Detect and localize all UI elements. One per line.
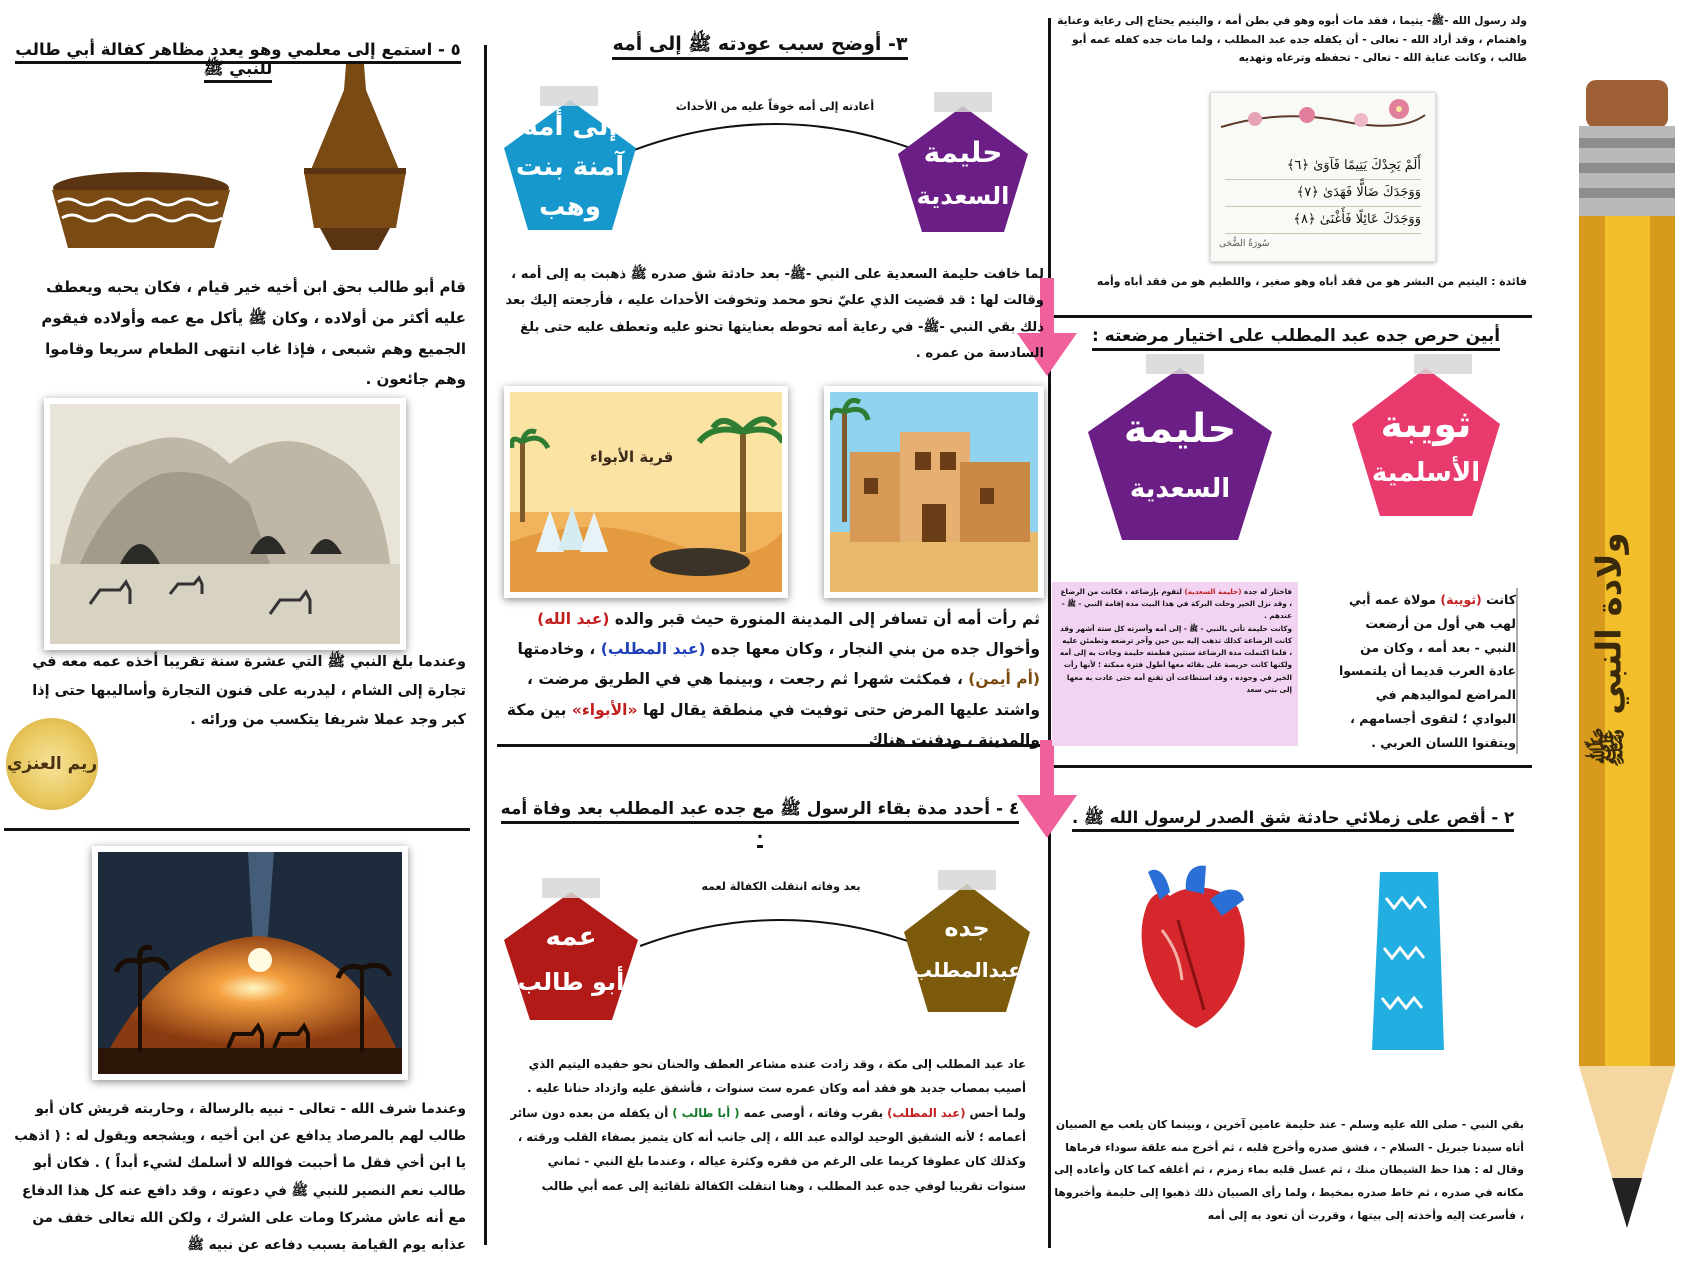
tape <box>1414 354 1472 374</box>
cave-hira-picture <box>92 846 408 1080</box>
q3-title: ٣- أوضح سبب عودته ﷺ إلى أمه <box>540 32 980 60</box>
verse-list <box>1225 153 1421 234</box>
q4-title: ٤ - أحدد مدة بقاء الرسول ﷺ مع جده عبد المطلب بعد وفاة أمه . <box>500 798 1020 843</box>
q1-title: أبين حرص جده عبد المطلب على اختيار مرضعته : <box>1066 326 1526 346</box>
arc-label: أعادته إلى أمه خوفاً عليه من الأحداث <box>675 100 875 113</box>
divider-row2-right <box>1052 765 1532 768</box>
divider-right-column <box>1048 18 1051 1248</box>
arc-label-2: بعد وفاته انتقلت الكفالة لعمه <box>701 880 861 893</box>
surah-name: سُورَةُ الضُّحَى <box>1219 239 1270 249</box>
thuwaiba-text: كانت (ثويبة) مولاة عمه أبي لهب هي أول من أرضعت النبي - بعد أمه ، وكان من عادة العرب قديما أن يلتمسوا المراضع لمواليدهم في البوادي ؛ لتقوى أجسامهم ، ويتقنوا اللسان العربي . <box>1334 588 1518 754</box>
tape <box>1146 354 1204 374</box>
pentagon-halima-2: حليمة السعدية <box>894 102 1032 236</box>
connector-arc <box>636 908 926 950</box>
q5-paragraph-1: قام أبو طالب بحق ابن أخيه خير قيام ، فكان يحبه ويعطف عليه أكثر من أولاده ، وكان ﷺ يأكل مع عمه وأولاده فيقوم الجميع وهم شبعى ، فإذا غاب انتهى الطعام سريعا وقاموا وهم جائعون . <box>41 278 466 389</box>
tape <box>540 86 598 106</box>
tape <box>938 870 996 890</box>
q5-paragraph-2: وعندما بلغ النبي ﷺ التي عشرة سنة تقريبا أخذه عمه معه في تجارة إلى الشام ، ليدربه على فنون التجارة وأساليبها حتى إذا كبر وجد عملا شريفا يتكسب من ورائه . <box>32 654 466 728</box>
verse-line: أَلَمْ يَجِدْكَ يَتِيمًا فَآوَىٰ ﴿٦﴾ <box>1225 153 1421 180</box>
q2-title: ٢ - أقص على زملائي حادثة شق الصدر لرسول الله ﷺ . <box>1062 808 1524 832</box>
q5-paragraph-3: وعندما شرف الله - تعالى - نبيه بالرسالة ، وحاربته قريش كان أبو طالب لهم بالمرصاد يدافع عن ابن أخيه ، ويشجعه ويقول له : ( اذهب يا ابن أخي فقل ما أحببت فوالله لا أسلمك لشيء أبداً ) . فكان أبو طالب نعم النصير للنبي ﷺ في دعوته ، وقد دافع عنه كل هذا الدفاع مع أنه عاش مشركا ومات على الشرك ، ولكن الله تعالى خفف من عذابه يوم القيامة بسبب دفاعه عن نبيه ﷺ <box>14 1101 466 1253</box>
abwa-village-picture <box>504 386 788 598</box>
abwa-label: قرية الأبواء <box>590 448 674 466</box>
tape <box>934 92 992 112</box>
q3-text: لما خافت حليمة السعدية على النبي -ﷺ- بعد حادثة شق صدره ﷺ ذهبت به إلى أمه ، وقالت لها : قد قضيت الذي عليّ نحو محمد وتخوفت الأحداث عليه ، فأرجعته إليك بعد ذلك بقي النبي -ﷺ- في رعاية أمه تحوطه بعنايتها تحنو عليه وتعطف عليه حتى بلغ السادسة من عمره . <box>505 267 1044 362</box>
divider-row-left <box>4 828 470 831</box>
pentagon-uncle: عمه أبو طالب <box>500 888 642 1024</box>
q2-text: بقي النبي - صلى الله عليه وسلم - عند حليمة عامين آخرين ، وبينما كان يلعب مع الصبيان أتاه سيدنا جبريل - السلام - ، فشق صدره وأخرج قلبه ، ثم أخرج منه علقة سوداء فرماها وقال له : هذا حظ الشيطان منك ، ثم غسل قلبه بماء زمزم ، ثم أغلقه كما كان وأعاده إلى مكانه في صدره ، ثم خاط صدره بمخيط ، ولما رأى الصبيان ذلك ذهبوا إلى حليمة وأخبروها ، فأسرعت إليه وأخذته إلى بيتها ، وقررت أن تعود به إلى أمه <box>1054 1118 1524 1222</box>
author-stamp: ريم العنزي <box>6 718 98 810</box>
tagine-pot-icon <box>300 60 410 252</box>
pentagon-thuwaiba: ثويبة الأسلمية <box>1348 362 1504 520</box>
intro-text: ولد رسول الله -ﷺ- يتيما ، فقد مات أبوه وهو في بطن أمه ، واليتيم يحتاج إلى رعاية وعناية واهتمام ، وقد أراد الله - تعالى - أن يكفله جده عبد المطلب ، ولما مات جده كفله عمه أبو طالب ، وكانت عناية الله - تعالى - تحفظه وترعاه وتهديه <box>1057 15 1527 65</box>
tape <box>542 878 600 898</box>
ancient-ruins-picture <box>44 398 406 650</box>
pentagon-halima: حليمة السعدية <box>1084 362 1276 544</box>
pentagon-amina: إلى أمه آمنة بنت وهب <box>500 96 640 234</box>
note-text: فائدة : اليتيم من البشر هو من فقد أباه وهو صغير ، واللطيم هو من فقد أباه وأمه <box>1096 275 1527 288</box>
water-zamzam-icon <box>1362 868 1456 1054</box>
verse-line: وَوَجَدَكَ ضَالًّا فَهَدَىٰ ﴿٧﴾ <box>1225 180 1421 207</box>
pencil-title: ولادة النبي ﷺ <box>1589 532 1630 768</box>
quran-card <box>1210 92 1436 262</box>
halima-text-box: فاختار له جده (حليمة السعدية) لتقوم بإرضاعه ، فكانت من الرضاع ، وقد نزل الخير وحلت البركة في هذا البيت مدة إقامة النبي - ﷺ - عندهم . وكانت حليمة تأتي بالنبي - ﷺ - إلى أمه وأسرته كل ستة أشهر وقد كانت الرضاعة كذلك تذهب إليه بين حين وآخر ترضعه وتطمئن عليه ، فلما اكتملت مدة الرضاعة سنتين فطمته حليمة وجاءت به إلى أمه ولكنها كانت حريصة على بقائه معها أطول فترة ممكنة ؛ لأنها رأت الخير في وجوده ، وقد استطاعت أن تقنع أمه حتى عادت به معها إلى بني سعد <box>1052 582 1298 746</box>
q4-text: عاد عبد المطلب إلى مكة ، وقد زادت عنده مشاعر العطف والحنان نحو حفيده اليتيم الذي أصيب بمصاب جديد هو فقد أمه وكان عمره ست سنوات ، فأشفق عليه وازداد حنانا عليه . ولما أحس (عبد المطلب) بقرب وفاته ، أوصى عمه ( أبا طالب ) أن يكفله من بعده دون سائر أعمامه ؛ لأنه الشقيق الوحيد لوالده عبد الله ، إلى جانب أنه كان يتميز بصفاء القلب ورقته ، وكذلك كان عطوفا كريما على الرغم من فقره وكثرة عياله ، وعندما بلغ النبي - ثماني سنوات تقريبا لوفي جده عبد المطلب ، وهنا انتقلت الكفالة تلقائية إلى عمه أبي طالب <box>510 1057 1026 1193</box>
food-tray-icon <box>48 168 234 250</box>
blossom-branch-icon <box>1211 93 1435 149</box>
heart-icon <box>1126 860 1258 1032</box>
connector-arc <box>630 112 920 154</box>
q5-title: ٥ - استمع إلى معلمي وهو يعدد مظاهر كفالة أبي طالب للنبي ﷺ <box>10 40 466 83</box>
pentagon-grandpa: جده عبدالمطلب <box>900 880 1034 1016</box>
medina-houses-picture <box>824 386 1044 598</box>
divider-left-column <box>484 45 487 1245</box>
trip-text: ثم رأت أمه أن تسافر إلى المدينة المنورة حيث قبر والده (عبد الله) وأخوال جده من بني النجار ، وكان معها جده (عبد المطلب) ، وخادمتها (أم أيمن) ، فمكثت شهرا ثم رجعت ، وبينما هي في الطريق مرضت ، واشتد عليها المرض حتى توفيت في منطقة يقال لها «الأبواء» بين مكة والمدينة ، ودفنت هناك <box>506 610 1040 749</box>
verse-line: وَوَجَدَكَ عَائِلًا فَأَغْنَىٰ ﴿٨﴾ <box>1225 207 1421 234</box>
divider-row1-right <box>1052 315 1532 318</box>
